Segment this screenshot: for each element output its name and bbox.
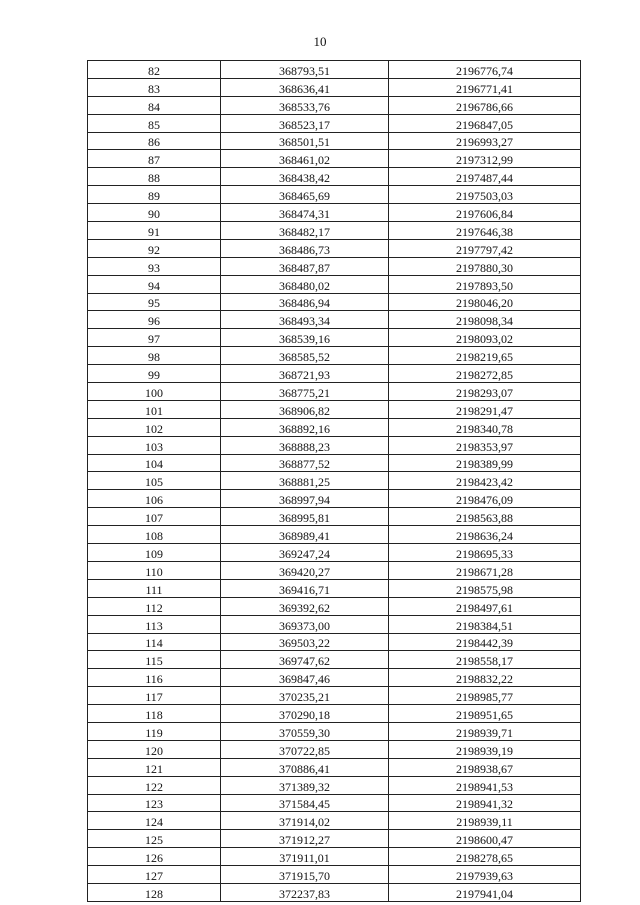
point-number-cell: 111 xyxy=(88,579,221,597)
x-coordinate-cell: 368997,94 xyxy=(221,490,389,508)
table-row xyxy=(88,400,581,418)
table-row xyxy=(88,651,581,669)
page-number: 10 xyxy=(313,34,327,49)
table-row xyxy=(88,293,581,311)
point-number-cell: 98 xyxy=(88,347,221,365)
y-coordinate-cell: 2197941,04 xyxy=(389,883,581,901)
point-number-cell: 128 xyxy=(88,883,221,901)
point-number-cell: 90 xyxy=(88,204,221,222)
x-coordinate-cell: 368721,93 xyxy=(221,365,389,383)
y-coordinate-cell: 2196776,74 xyxy=(389,61,581,79)
x-coordinate-cell: 368533,76 xyxy=(221,96,389,114)
point-number-cell: 122 xyxy=(88,776,221,794)
y-coordinate-cell: 2198046,20 xyxy=(389,293,581,311)
point-number-cell: 94 xyxy=(88,275,221,293)
coordinates-table xyxy=(87,60,581,902)
x-coordinate-cell: 368474,31 xyxy=(221,204,389,222)
table-row xyxy=(88,722,581,740)
y-coordinate-cell: 2198558,17 xyxy=(389,651,581,669)
point-number-cell: 124 xyxy=(88,812,221,830)
y-coordinate-cell: 2198476,09 xyxy=(389,490,581,508)
table-row xyxy=(88,758,581,776)
table-row xyxy=(88,794,581,812)
point-number-cell: 121 xyxy=(88,758,221,776)
table-row xyxy=(88,150,581,168)
table-row xyxy=(88,597,581,615)
y-coordinate-cell: 2197312,99 xyxy=(389,150,581,168)
x-coordinate-cell: 368465,69 xyxy=(221,186,389,204)
point-number-cell: 107 xyxy=(88,508,221,526)
x-coordinate-cell: 369247,24 xyxy=(221,544,389,562)
table-row xyxy=(88,275,581,293)
y-coordinate-cell: 2198278,65 xyxy=(389,848,581,866)
table-row xyxy=(88,687,581,705)
y-coordinate-cell: 2197503,03 xyxy=(389,186,581,204)
table-row xyxy=(88,383,581,401)
y-coordinate-cell: 2198939,71 xyxy=(389,722,581,740)
table-row xyxy=(88,669,581,687)
table-row xyxy=(88,365,581,383)
point-number-cell: 101 xyxy=(88,400,221,418)
x-coordinate-cell: 368501,51 xyxy=(221,132,389,150)
point-number-cell: 96 xyxy=(88,311,221,329)
table-row xyxy=(88,883,581,901)
y-coordinate-cell: 2198939,11 xyxy=(389,812,581,830)
x-coordinate-cell: 371911,01 xyxy=(221,848,389,866)
table-row xyxy=(88,96,581,114)
y-coordinate-cell: 2198951,65 xyxy=(389,705,581,723)
x-coordinate-cell: 368480,02 xyxy=(221,275,389,293)
point-number-cell: 119 xyxy=(88,722,221,740)
y-coordinate-cell: 2198941,32 xyxy=(389,794,581,812)
x-coordinate-cell: 369503,22 xyxy=(221,633,389,651)
y-coordinate-cell: 2198219,65 xyxy=(389,347,581,365)
x-coordinate-cell: 368793,51 xyxy=(221,61,389,79)
x-coordinate-cell: 368892,16 xyxy=(221,418,389,436)
y-coordinate-cell: 2198671,28 xyxy=(389,561,581,579)
point-number-cell: 92 xyxy=(88,239,221,257)
x-coordinate-cell: 369416,71 xyxy=(221,579,389,597)
x-coordinate-cell: 368585,52 xyxy=(221,347,389,365)
x-coordinate-cell: 368989,41 xyxy=(221,526,389,544)
table-row xyxy=(88,490,581,508)
x-coordinate-cell: 368539,16 xyxy=(221,329,389,347)
point-number-cell: 99 xyxy=(88,365,221,383)
x-coordinate-cell: 370886,41 xyxy=(221,758,389,776)
table-row xyxy=(88,866,581,884)
y-coordinate-cell: 2197487,44 xyxy=(389,168,581,186)
x-coordinate-cell: 368775,21 xyxy=(221,383,389,401)
y-coordinate-cell: 2198985,77 xyxy=(389,687,581,705)
x-coordinate-cell: 368888,23 xyxy=(221,436,389,454)
table-row xyxy=(88,776,581,794)
y-coordinate-cell: 2198695,33 xyxy=(389,544,581,562)
table-row xyxy=(88,526,581,544)
coordinates-table-body xyxy=(88,61,581,902)
table-row xyxy=(88,168,581,186)
point-number-cell: 113 xyxy=(88,615,221,633)
x-coordinate-cell: 369747,62 xyxy=(221,651,389,669)
table-row xyxy=(88,705,581,723)
x-coordinate-cell: 369847,46 xyxy=(221,669,389,687)
y-coordinate-cell: 2198384,51 xyxy=(389,615,581,633)
point-number-cell: 115 xyxy=(88,651,221,669)
y-coordinate-cell: 2197893,50 xyxy=(389,275,581,293)
point-number-cell: 120 xyxy=(88,740,221,758)
table-row xyxy=(88,579,581,597)
x-coordinate-cell: 371912,27 xyxy=(221,830,389,848)
table-row xyxy=(88,347,581,365)
table-row xyxy=(88,561,581,579)
y-coordinate-cell: 2198941,53 xyxy=(389,776,581,794)
x-coordinate-cell: 368523,17 xyxy=(221,114,389,132)
table-row xyxy=(88,508,581,526)
x-coordinate-cell: 368906,82 xyxy=(221,400,389,418)
x-coordinate-cell: 368636,41 xyxy=(221,78,389,96)
y-coordinate-cell: 2198340,78 xyxy=(389,418,581,436)
x-coordinate-cell: 370290,18 xyxy=(221,705,389,723)
y-coordinate-cell: 2198563,88 xyxy=(389,508,581,526)
x-coordinate-cell: 369373,00 xyxy=(221,615,389,633)
x-coordinate-cell: 368486,73 xyxy=(221,239,389,257)
y-coordinate-cell: 2197797,42 xyxy=(389,239,581,257)
point-number-cell: 116 xyxy=(88,669,221,687)
point-number-cell: 103 xyxy=(88,436,221,454)
table-row xyxy=(88,114,581,132)
table-row xyxy=(88,812,581,830)
y-coordinate-cell: 2198423,42 xyxy=(389,472,581,490)
y-coordinate-cell: 2198636,24 xyxy=(389,526,581,544)
x-coordinate-cell: 369420,27 xyxy=(221,561,389,579)
point-number-cell: 95 xyxy=(88,293,221,311)
x-coordinate-cell: 371915,70 xyxy=(221,866,389,884)
y-coordinate-cell: 2196993,27 xyxy=(389,132,581,150)
table-row xyxy=(88,544,581,562)
x-coordinate-cell: 368438,42 xyxy=(221,168,389,186)
y-coordinate-cell: 2198389,99 xyxy=(389,454,581,472)
y-coordinate-cell: 2196786,66 xyxy=(389,96,581,114)
x-coordinate-cell: 370722,85 xyxy=(221,740,389,758)
y-coordinate-cell: 2198939,19 xyxy=(389,740,581,758)
point-number-cell: 82 xyxy=(88,61,221,79)
y-coordinate-cell: 2198442,39 xyxy=(389,633,581,651)
table-row xyxy=(88,186,581,204)
point-number-cell: 125 xyxy=(88,830,221,848)
y-coordinate-cell: 2198291,47 xyxy=(389,400,581,418)
point-number-cell: 102 xyxy=(88,418,221,436)
y-coordinate-cell: 2198098,34 xyxy=(389,311,581,329)
x-coordinate-cell: 368461,02 xyxy=(221,150,389,168)
x-coordinate-cell: 368881,25 xyxy=(221,472,389,490)
y-coordinate-cell: 2198832,22 xyxy=(389,669,581,687)
table-row xyxy=(88,239,581,257)
y-coordinate-cell: 2197939,63 xyxy=(389,866,581,884)
table-row xyxy=(88,633,581,651)
y-coordinate-cell: 2198497,61 xyxy=(389,597,581,615)
y-coordinate-cell: 2198293,07 xyxy=(389,383,581,401)
table-row xyxy=(88,740,581,758)
point-number-cell: 100 xyxy=(88,383,221,401)
table-row xyxy=(88,329,581,347)
x-coordinate-cell: 370235,21 xyxy=(221,687,389,705)
table-row xyxy=(88,222,581,240)
x-coordinate-cell: 370559,30 xyxy=(221,722,389,740)
table-row xyxy=(88,204,581,222)
y-coordinate-cell: 2198938,67 xyxy=(389,758,581,776)
point-number-cell: 86 xyxy=(88,132,221,150)
point-number-cell: 105 xyxy=(88,472,221,490)
y-coordinate-cell: 2196847,05 xyxy=(389,114,581,132)
x-coordinate-cell: 371914,02 xyxy=(221,812,389,830)
y-coordinate-cell: 2197646,38 xyxy=(389,222,581,240)
table-row xyxy=(88,615,581,633)
point-number-cell: 104 xyxy=(88,454,221,472)
table-row xyxy=(88,454,581,472)
y-coordinate-cell: 2198575,98 xyxy=(389,579,581,597)
table-row xyxy=(88,78,581,96)
x-coordinate-cell: 368486,94 xyxy=(221,293,389,311)
x-coordinate-cell: 371584,45 xyxy=(221,794,389,812)
point-number-cell: 118 xyxy=(88,705,221,723)
x-coordinate-cell: 369392,62 xyxy=(221,597,389,615)
point-number-cell: 93 xyxy=(88,257,221,275)
x-coordinate-cell: 368493,34 xyxy=(221,311,389,329)
y-coordinate-cell: 2198600,47 xyxy=(389,830,581,848)
x-coordinate-cell: 371389,32 xyxy=(221,776,389,794)
table-row xyxy=(88,132,581,150)
point-number-cell: 127 xyxy=(88,866,221,884)
y-coordinate-cell: 2198093,02 xyxy=(389,329,581,347)
table-row xyxy=(88,418,581,436)
point-number-cell: 109 xyxy=(88,544,221,562)
point-number-cell: 114 xyxy=(88,633,221,651)
x-coordinate-cell: 372237,83 xyxy=(221,883,389,901)
y-coordinate-cell: 2198272,85 xyxy=(389,365,581,383)
y-coordinate-cell: 2196771,41 xyxy=(389,78,581,96)
table-row xyxy=(88,257,581,275)
x-coordinate-cell: 368482,17 xyxy=(221,222,389,240)
point-number-cell: 91 xyxy=(88,222,221,240)
point-number-cell: 87 xyxy=(88,150,221,168)
y-coordinate-cell: 2197880,30 xyxy=(389,257,581,275)
point-number-cell: 126 xyxy=(88,848,221,866)
point-number-cell: 97 xyxy=(88,329,221,347)
table-row xyxy=(88,830,581,848)
point-number-cell: 106 xyxy=(88,490,221,508)
point-number-cell: 83 xyxy=(88,78,221,96)
point-number-cell: 89 xyxy=(88,186,221,204)
y-coordinate-cell: 2198353,97 xyxy=(389,436,581,454)
x-coordinate-cell: 368487,87 xyxy=(221,257,389,275)
point-number-cell: 85 xyxy=(88,114,221,132)
point-number-cell: 123 xyxy=(88,794,221,812)
point-number-cell: 112 xyxy=(88,597,221,615)
point-number-cell: 88 xyxy=(88,168,221,186)
x-coordinate-cell: 368995,81 xyxy=(221,508,389,526)
table-row xyxy=(88,472,581,490)
y-coordinate-cell: 2197606,84 xyxy=(389,204,581,222)
table-row xyxy=(88,436,581,454)
point-number-cell: 110 xyxy=(88,561,221,579)
table-row xyxy=(88,311,581,329)
table-row xyxy=(88,61,581,79)
point-number-cell: 84 xyxy=(88,96,221,114)
x-coordinate-cell: 368877,52 xyxy=(221,454,389,472)
point-number-cell: 108 xyxy=(88,526,221,544)
point-number-cell: 117 xyxy=(88,687,221,705)
table-row xyxy=(88,848,581,866)
